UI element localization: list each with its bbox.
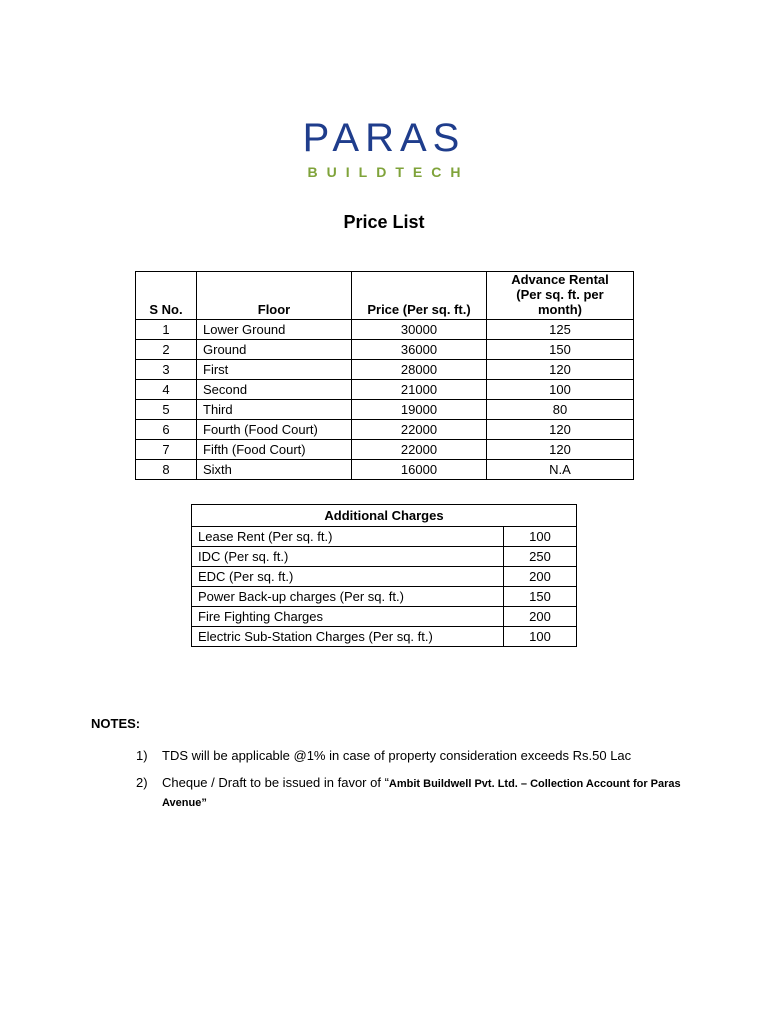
- header-rental-line2: (Per sq. ft. per month): [516, 287, 604, 317]
- charge-value: 100: [504, 627, 577, 647]
- table-row: [192, 627, 577, 647]
- charge-value: 250: [504, 547, 577, 567]
- table-row: [136, 460, 634, 480]
- row-rental: 125: [487, 320, 634, 340]
- row-floor: Fourth (Food Court): [197, 420, 352, 440]
- row-sno: 8: [136, 460, 197, 480]
- row-rental: 150: [487, 340, 634, 360]
- charge-label: Power Back-up charges (Per sq. ft.): [192, 587, 504, 607]
- table-row: [136, 320, 634, 340]
- table-row: [136, 400, 634, 420]
- header-floor: Floor: [197, 272, 352, 320]
- row-floor: Fifth (Food Court): [197, 440, 352, 460]
- row-rental: 120: [487, 440, 634, 460]
- table-row: [136, 340, 634, 360]
- row-sno: 4: [136, 380, 197, 400]
- header-sno: S No.: [136, 272, 197, 320]
- charges-table-body: [192, 527, 577, 647]
- header-price: Price (Per sq. ft.): [352, 272, 487, 320]
- logo-subtitle: BUILDTECH: [307, 164, 470, 180]
- header-advance-rental: [487, 272, 634, 320]
- additional-charges-table: [191, 504, 577, 647]
- row-floor: Lower Ground: [197, 320, 352, 340]
- row-floor: Ground: [197, 340, 352, 360]
- row-sno: 7: [136, 440, 197, 460]
- row-rental: N.A: [487, 460, 634, 480]
- table-row: [136, 380, 634, 400]
- row-sno: 1: [136, 320, 197, 340]
- table-row: [192, 567, 577, 587]
- row-sno: 2: [136, 340, 197, 360]
- table-row: [192, 607, 577, 627]
- table-row: [192, 527, 577, 547]
- note-number: 2): [136, 775, 148, 790]
- list-item: [136, 774, 696, 812]
- table-row: [136, 420, 634, 440]
- charge-value: 200: [504, 607, 577, 627]
- note-text-wrap: [162, 774, 696, 812]
- charge-label: Fire Fighting Charges: [192, 607, 504, 627]
- row-sno: 6: [136, 420, 197, 440]
- row-price: 22000: [352, 420, 487, 440]
- price-table-body: [136, 320, 634, 480]
- charge-label: Lease Rent (Per sq. ft.): [192, 527, 504, 547]
- charge-value: 150: [504, 587, 577, 607]
- row-price: 30000: [352, 320, 487, 340]
- note-text-bold: Ambit Buildwell Pvt. Ltd. – Collection Account for Paras Avenue”: [162, 778, 681, 809]
- note-number: 1): [136, 748, 148, 763]
- table-row: [192, 547, 577, 567]
- row-sno: 3: [136, 360, 197, 380]
- svg-text:PARAS: PARAS: [302, 118, 466, 158]
- paras-logo-wordmark: [269, 118, 499, 158]
- row-floor: First: [197, 360, 352, 380]
- row-price: 21000: [352, 380, 487, 400]
- row-floor: Sixth: [197, 460, 352, 480]
- row-price: 16000: [352, 460, 487, 480]
- note-text: Cheque / Draft to be issued in favor of “: [162, 775, 389, 790]
- row-rental: 120: [487, 360, 634, 380]
- note-text-wrap: [162, 747, 631, 766]
- table-row: [192, 587, 577, 607]
- row-price: 36000: [352, 340, 487, 360]
- charge-value: 100: [504, 527, 577, 547]
- list-item: [136, 747, 696, 766]
- price-table: [135, 271, 634, 480]
- row-price: 22000: [352, 440, 487, 460]
- page-title: Price List: [343, 212, 425, 232]
- charge-label: IDC (Per sq. ft.): [192, 547, 504, 567]
- row-rental: 80: [487, 400, 634, 420]
- charges-header: Additional Charges: [192, 505, 577, 527]
- notes-label: NOTES:: [91, 716, 141, 731]
- row-rental: 100: [487, 380, 634, 400]
- table-row: [136, 440, 634, 460]
- company-logo: [0, 118, 768, 180]
- header-rental-line1: Advance Rental: [511, 272, 609, 287]
- notes-list: [136, 747, 696, 820]
- row-floor: Third: [197, 400, 352, 420]
- charge-value: 200: [504, 567, 577, 587]
- table-row: [136, 360, 634, 380]
- note-text: TDS will be applicable @1% in case of property consideration exceeds Rs.50 Lac: [162, 748, 632, 763]
- charge-label: Electric Sub-Station Charges (Per sq. ft.): [192, 627, 504, 647]
- charge-label: EDC (Per sq. ft.): [192, 567, 504, 587]
- row-price: 19000: [352, 400, 487, 420]
- row-price: 28000: [352, 360, 487, 380]
- row-floor: Second: [197, 380, 352, 400]
- row-sno: 5: [136, 400, 197, 420]
- row-rental: 120: [487, 420, 634, 440]
